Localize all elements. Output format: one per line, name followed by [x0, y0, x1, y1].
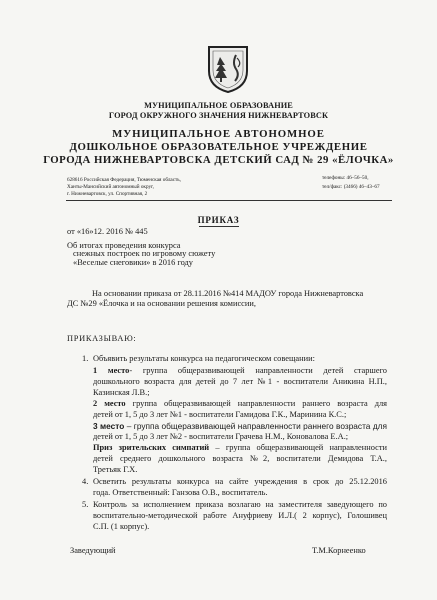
subject-line-1: Об итогах проведения конкурса — [67, 241, 181, 250]
item-5-number: 5. — [82, 500, 89, 509]
basis-line-1: На основании приказа от 28.11.2016 №414 МАДОУ города Нижневартовска — [92, 289, 364, 298]
place-2-text: группа общеразвивающей направленности раннего возраста для — [125, 399, 387, 408]
signatory-position: Заведующий — [70, 546, 116, 555]
municipality-line-2: ГОРОД ОКРУЖНОГО ЗНАЧЕНИЯ НИЖНЕВАРТОВСК — [108, 111, 329, 120]
address-line-3: г. Нижневартовск, ул. Спортивная, 2 — [67, 191, 148, 197]
place-2-line-2: детей от 1, 5 до 3 лет №1 - воспитатели Гамидова Г.К., Маринина К.С.; — [93, 410, 347, 419]
organization-line-1: МУНИЦИПАЛЬНОЕ АВТОНОМНОЕ — [112, 128, 325, 140]
audience-prize-line-2: детей среднего дошкольного возраста №2, воспитатели Демидова Т.А., — [93, 454, 387, 463]
signatory-name: Т.М.Корнеенко — [312, 546, 366, 555]
order-heading: ПРИКАЗЫВАЮ: — [67, 334, 137, 343]
place-1-line-2: дошкольного возраста для детей до 7 лет №1 - воспитатели Аникина Н.П., — [93, 377, 387, 386]
address-line-2: Ханты-Мансийский автономный округ, — [67, 184, 154, 190]
item-1-text: Объявить результаты конкурса на педагогическом совещании: — [93, 354, 315, 363]
place-1-line-3: Казинская Л.В.; — [93, 388, 150, 397]
document-title: ПРИКАЗ — [197, 215, 240, 225]
place-3-label: 3 место — [93, 421, 125, 431]
municipality-line-1: МУНИЦИПАЛЬНОЕ ОБРАЗОВАНИЕ — [144, 101, 293, 110]
place-2-label: 2 место — [93, 399, 126, 408]
place-1-label: 1 место — [93, 366, 130, 375]
organization-line-3: ГОРОДА НИЖНЕВАРТОВСКА ДЕТСКИЙ САД № 29 «ЁЛОЧКА» — [43, 154, 394, 166]
item-5-line-1: Контроль за исполнением приказа возлагаю на заместителя заведующего по — [93, 500, 387, 509]
organization-line-2: ДОШКОЛЬНОЕ ОБРАЗОВАТЕЛЬНОЕ УЧРЕЖДЕНИЕ — [69, 141, 368, 153]
audience-prize-text: – группа общеразвивающей направленности — [209, 443, 387, 452]
audience-prize-line-3: Третьяк Г.Х. — [93, 465, 138, 474]
coat-of-arms-icon — [207, 45, 249, 93]
date-number: от «16»12. 2016 № 445 — [67, 227, 148, 236]
audience-prize-label: Приз зрительских симпатий — [93, 443, 210, 452]
place-1-line-1 — [93, 366, 387, 375]
place-3-line-1 — [93, 421, 387, 431]
item-5-line-2: воспитательно-методической работе Ануфриеву И.Л.( 2 корпус), Голошивец — [93, 511, 387, 520]
place-2-line-1 — [93, 399, 387, 408]
subject-line-2: снежных построек по игровому сюжету — [73, 249, 216, 258]
place-3-text: – группа общеразвивающей направленности раннего возраста для — [124, 421, 387, 431]
address-line-1: 628616 Российская Федерация, Тюменская область, — [67, 177, 181, 183]
item-4-line-2: года. Ответственный: Ганзова О.В., воспитатель. — [93, 488, 268, 497]
fax-line: тел/факс: (3466) 46–43–67 — [322, 184, 380, 190]
item-1-number: 1. — [82, 354, 89, 363]
item-4-number: 4. — [82, 477, 89, 486]
phone-line: телефоны: 46–56–50, — [322, 175, 369, 181]
audience-prize-line-1 — [93, 443, 387, 452]
header-divider — [66, 200, 392, 201]
basis-line-2: ДС №29 «Ёлочка и на основании решения комиссии, — [67, 299, 256, 308]
title-underline — [199, 226, 239, 227]
place-1-text: - группа общеразвивающей направленности детей старшего — [129, 366, 387, 375]
subject-line-3: «Веселые снеговики» в 2016 году — [73, 258, 193, 267]
item-5-line-3: С.П. (1 корпус). — [93, 522, 150, 531]
place-3-line-2: детей от 1, 5 до 3 лет №2 - воспитатели Грачева Н.М., Коновалова Е.А.; — [93, 432, 349, 441]
item-4-line-1: Осветить результаты конкурса на сайте учреждения в срок до 25.12.2016 — [93, 477, 387, 486]
